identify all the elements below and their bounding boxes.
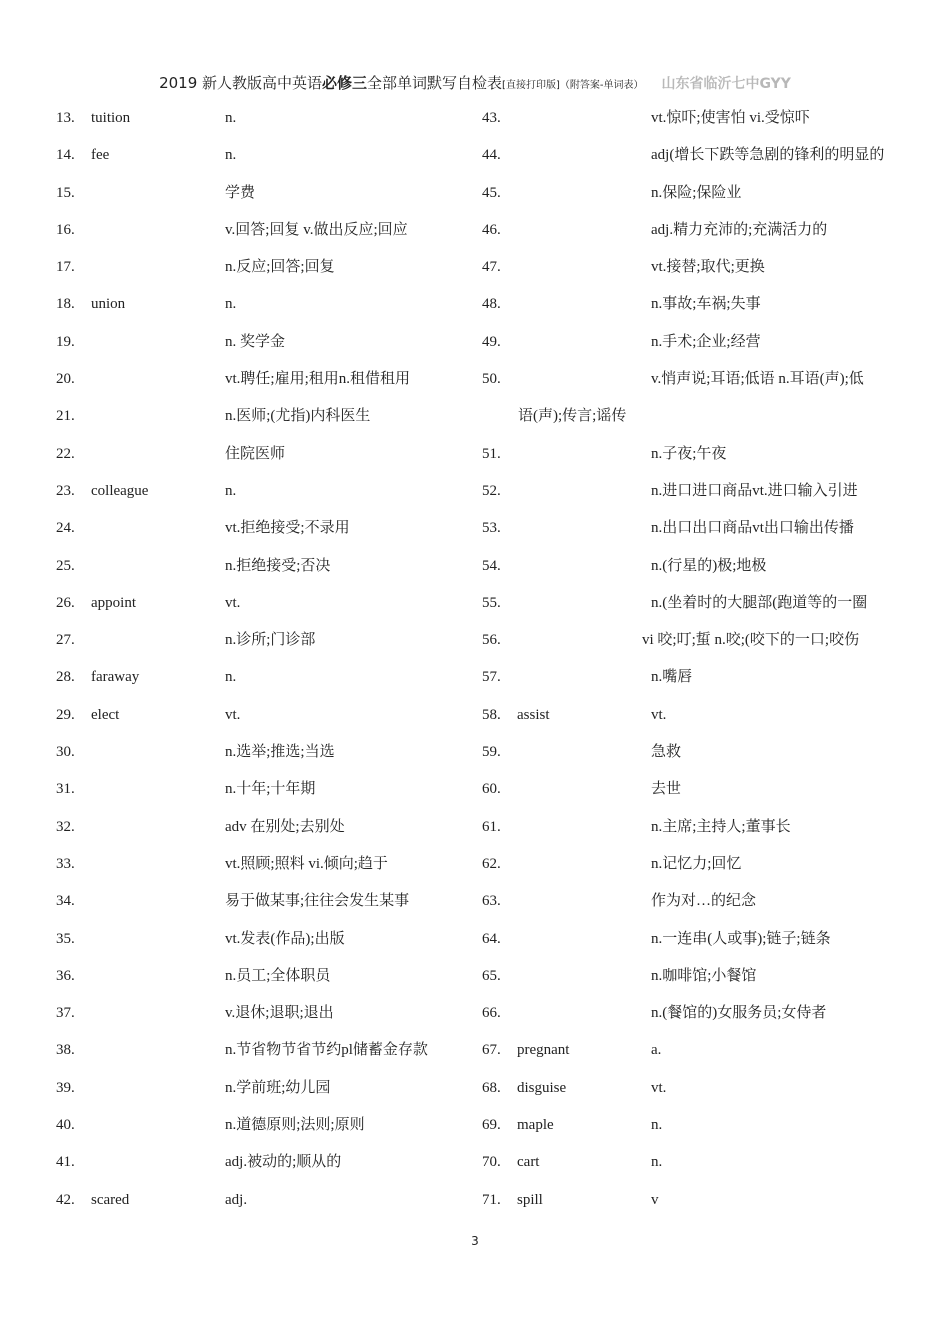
item-number: 42. (56, 1191, 75, 1208)
english-word: cart (517, 1154, 540, 1171)
vocab-row (482, 473, 922, 510)
vocab-row (56, 473, 496, 510)
item-number: 57. (482, 669, 501, 686)
chinese-meaning: a. (651, 1042, 662, 1059)
chinese-meaning: vt.聘任;雇用;租用n.租借租用 (225, 371, 411, 388)
english-word: union (91, 296, 126, 313)
item-number: 65. (482, 967, 501, 984)
chinese-meaning: n.道德原则;法则;原则 (225, 1117, 365, 1134)
vocab-row (482, 249, 922, 286)
vocab-row (482, 324, 922, 361)
item-number: 22. (56, 445, 75, 462)
english-word: tuition (91, 110, 131, 126)
item-number: 51. (482, 445, 501, 462)
item-number: 48. (482, 296, 501, 313)
chinese-meaning: vt. (225, 594, 241, 611)
vocab-row (482, 286, 922, 323)
title-main: 2019 新人教版高中英语 (159, 74, 323, 92)
item-number: 19. (56, 333, 75, 350)
vocab-row (482, 921, 922, 958)
chinese-meaning: n.手术;企业;经营 (651, 333, 761, 350)
vocab-row (482, 1070, 922, 1107)
item-number: 26. (56, 594, 75, 611)
vocab-row (482, 622, 922, 659)
chinese-meaning: adj. (225, 1191, 248, 1208)
item-number: 63. (482, 893, 501, 910)
chinese-meaning: n. (225, 296, 237, 313)
vocab-row (56, 510, 496, 547)
vocab-row (482, 697, 922, 734)
chinese-meaning: vt.照顾;照料 vi.倾向;趋于 (225, 855, 388, 872)
vocab-row (56, 137, 496, 174)
item-number: 13. (56, 110, 75, 126)
vocab-row (56, 361, 496, 398)
english-word: elect (91, 706, 120, 723)
vocab-row (56, 585, 496, 622)
item-number: 50. (482, 371, 501, 388)
vocab-row (56, 324, 496, 361)
chinese-meaning: v (651, 1191, 659, 1208)
vocab-row (482, 1182, 922, 1219)
chinese-meaning: n.医师;(尤指)内科医生 (225, 408, 371, 425)
chinese-meaning: n.诊所;门诊部 (225, 632, 316, 649)
item-number: 67. (482, 1042, 501, 1059)
vocab-row (56, 249, 496, 286)
chinese-meaning: n. (225, 147, 237, 164)
chinese-meaning: vt. (651, 706, 667, 723)
title-subtitle: [直接打印版]（附答案-单词表） (502, 80, 644, 91)
chinese-meaning: vt. (225, 706, 241, 723)
item-number: 17. (56, 259, 75, 276)
chinese-meaning: n.拒绝接受;否决 (225, 557, 331, 574)
item-number: 59. (482, 744, 501, 761)
item-number: 58. (482, 706, 501, 723)
chinese-meaning: adj(增长下跌等急剧的锋利的明显的 (651, 147, 885, 164)
item-number: 40. (56, 1117, 75, 1134)
chinese-meaning: n.记忆力;回忆 (651, 855, 742, 872)
item-number: 47. (482, 259, 501, 276)
chinese-meaning: n.反应;回答;回复 (225, 259, 335, 276)
chinese-meaning: n.选举;推选;当选 (225, 744, 335, 761)
chinese-meaning: n.事故;车祸;失事 (651, 296, 761, 313)
english-word: maple (517, 1117, 554, 1134)
vocab-row (482, 1032, 922, 1069)
vocab-row (482, 1107, 922, 1144)
vocab-row (482, 1144, 922, 1181)
english-word: fee (91, 147, 110, 164)
vocab-row (56, 697, 496, 734)
chinese-meaning: n. (651, 1154, 663, 1171)
chinese-meaning: n.出口出口商品vt出口输出传播 (651, 520, 854, 537)
vocab-row (482, 137, 922, 174)
chinese-meaning: 住院医师 (225, 445, 286, 462)
chinese-meaning: n. (651, 1117, 663, 1134)
item-number: 44. (482, 147, 501, 164)
item-number: 56. (482, 632, 501, 649)
item-number: 37. (56, 1005, 75, 1022)
item-number: 68. (482, 1079, 501, 1096)
item-number: 33. (56, 855, 75, 872)
chinese-meaning: v.回答;回复 v.做出反应;回应 (225, 221, 408, 238)
chinese-meaning: vt.发表(作品);出版 (225, 930, 345, 947)
item-number: 69. (482, 1117, 501, 1134)
english-word: colleague (91, 482, 149, 499)
item-number: 36. (56, 967, 75, 984)
item-number: 21. (56, 408, 75, 425)
chinese-meaning: vt.接替;取代;更换 (651, 259, 765, 276)
item-number: 32. (56, 818, 75, 835)
item-number: 25. (56, 557, 75, 574)
vocab-row (56, 548, 496, 585)
chinese-meaning: n.十年;十年期 (225, 781, 316, 798)
vocab-row (482, 958, 922, 995)
left-column (56, 100, 496, 1219)
title-bold: 必修三 (322, 74, 368, 92)
chinese-meaning: 学费 (225, 184, 256, 201)
vocab-row (482, 809, 922, 846)
vocab-row (56, 175, 496, 212)
vocab-row (56, 659, 496, 696)
chinese-meaning: n.学前班;幼儿园 (225, 1079, 331, 1096)
vocab-row (56, 883, 496, 920)
chinese-meaning: 去世 (651, 781, 682, 798)
chinese-meaning: vt.拒绝接受;不录用 (225, 520, 350, 537)
item-number: 16. (56, 221, 75, 238)
item-number: 53. (482, 520, 501, 537)
vocab-row (482, 361, 922, 398)
item-number: 14. (56, 147, 75, 164)
item-number: 41. (56, 1154, 75, 1171)
vocab-row (482, 734, 922, 771)
chinese-meaning: 作为对…的纪念 (651, 893, 757, 910)
watermark: 山东省临沂七中GYY (661, 76, 791, 92)
item-number: 46. (482, 221, 501, 238)
vocab-row (56, 286, 496, 323)
vocab-row (56, 212, 496, 249)
vocab-row (56, 809, 496, 846)
vocab-row (56, 1144, 496, 1181)
chinese-meaning: n.咖啡馆;小餐馆 (651, 967, 757, 984)
chinese-meaning: n.员工;全体职员 (225, 967, 331, 984)
item-number: 38. (56, 1042, 75, 1059)
item-number: 35. (56, 930, 75, 947)
item-number: 27. (56, 632, 75, 649)
chinese-meaning: vi 咬;叮;蜇 n.咬;(咬下的一口;咬伤 (642, 632, 860, 649)
item-number: 23. (56, 482, 75, 499)
chinese-meaning: n. (225, 669, 237, 686)
vocab-row (56, 398, 496, 435)
item-number: 18. (56, 296, 75, 313)
item-number: 24. (56, 520, 75, 537)
chinese-meaning: n.(行星的)极;地极 (651, 557, 767, 574)
vocab-row (56, 771, 496, 808)
english-word: pregnant (517, 1042, 570, 1059)
vocab-row (482, 846, 922, 883)
chinese-meaning: n. (225, 482, 237, 499)
item-number: 45. (482, 184, 501, 201)
page-number: 3 (471, 1234, 479, 1248)
english-word: appoint (91, 594, 136, 611)
item-number: 15. (56, 184, 75, 201)
chinese-meaning: n.嘴唇 (651, 669, 693, 686)
vocab-row (56, 436, 496, 473)
item-number: 20. (56, 371, 75, 388)
vocab-row (56, 995, 496, 1032)
item-number: 71. (482, 1191, 501, 1208)
vocab-row (482, 585, 922, 622)
vocab-row (56, 622, 496, 659)
item-number: 61. (482, 818, 501, 835)
item-number: 52. (482, 482, 501, 499)
chinese-meaning: n.进口进口商品vt.进口输入引进 (651, 482, 858, 499)
item-number: 49. (482, 333, 501, 350)
chinese-meaning: adv 在别处;去别处 (225, 818, 345, 835)
item-number: 55. (482, 594, 501, 611)
english-word: faraway (91, 669, 140, 686)
vocab-row (56, 846, 496, 883)
item-number: 31. (56, 781, 75, 798)
chinese-meaning: 急救 (651, 744, 682, 761)
item-number: 30. (56, 744, 75, 761)
chinese-meaning: adj.精力充沛的;充满活力的 (651, 221, 828, 238)
chinese-meaning: adj.被动的;顺从的 (225, 1154, 342, 1171)
chinese-meaning: n.保险;保险业 (651, 184, 742, 201)
vocab-row (56, 734, 496, 771)
vocab-row (56, 1107, 496, 1144)
english-word: spill (517, 1191, 543, 1208)
english-word: assist (517, 706, 550, 723)
vocab-row (56, 1032, 496, 1069)
chinese-meaning: n. 奖学金 (225, 333, 286, 350)
item-number: 66. (482, 1005, 501, 1022)
title-rest: 全部单词默写自检表 (367, 74, 503, 92)
chinese-meaning: n.子夜;午夜 (651, 445, 727, 462)
vocab-row (56, 1182, 496, 1219)
vocab-row (482, 175, 922, 212)
chinese-meaning: v.悄声说;耳语;低语 n.耳语(声);低 (651, 371, 864, 388)
vocab-row (482, 100, 922, 137)
chinese-meaning: n.节省物节省节约pl储蓄金存款 (225, 1042, 428, 1059)
chinese-meaning: n.主席;主持人;董事长 (651, 818, 791, 835)
item-number: 28. (56, 669, 75, 686)
meaning-continuation: 语(声);传言;谣传 (518, 408, 627, 425)
item-number: 39. (56, 1079, 75, 1096)
vocab-row (482, 212, 922, 249)
item-number: 64. (482, 930, 501, 947)
vocab-row (56, 958, 496, 995)
item-number: 54. (482, 557, 501, 574)
item-number: 43. (482, 110, 501, 126)
item-number: 29. (56, 706, 75, 723)
vocab-row (482, 548, 922, 585)
item-number: 62. (482, 855, 501, 872)
vocab-row (482, 995, 922, 1032)
item-number: 34. (56, 893, 75, 910)
vocab-row (482, 771, 922, 808)
right-column (482, 100, 922, 1219)
chinese-meaning: v.退休;退职;退出 (225, 1005, 334, 1022)
chinese-meaning: n.一连串(人或事);链子;链条 (651, 930, 831, 947)
chinese-meaning: 易于做某事;往往会发生某事 (225, 893, 410, 910)
vocab-row (56, 100, 496, 137)
item-number: 70. (482, 1154, 501, 1171)
chinese-meaning: vt.惊吓;使害怕 vi.受惊吓 (651, 110, 810, 126)
vocab-row (482, 659, 922, 696)
english-word: disguise (517, 1079, 567, 1096)
page-header (0, 72, 950, 93)
item-number: 60. (482, 781, 501, 798)
vocab-row (482, 883, 922, 920)
chinese-meaning: n. (225, 110, 237, 126)
chinese-meaning: vt. (651, 1079, 667, 1096)
vocab-row (482, 510, 922, 547)
vocab-row (56, 921, 496, 958)
chinese-meaning: n.(餐馆的)女服务员;女侍者 (651, 1005, 827, 1022)
chinese-meaning: n.(坐着时的大腿部(跑道等的一圈 (651, 594, 868, 611)
english-word: scared (91, 1191, 130, 1208)
vocab-row (56, 1070, 496, 1107)
vocab-row (482, 436, 922, 473)
